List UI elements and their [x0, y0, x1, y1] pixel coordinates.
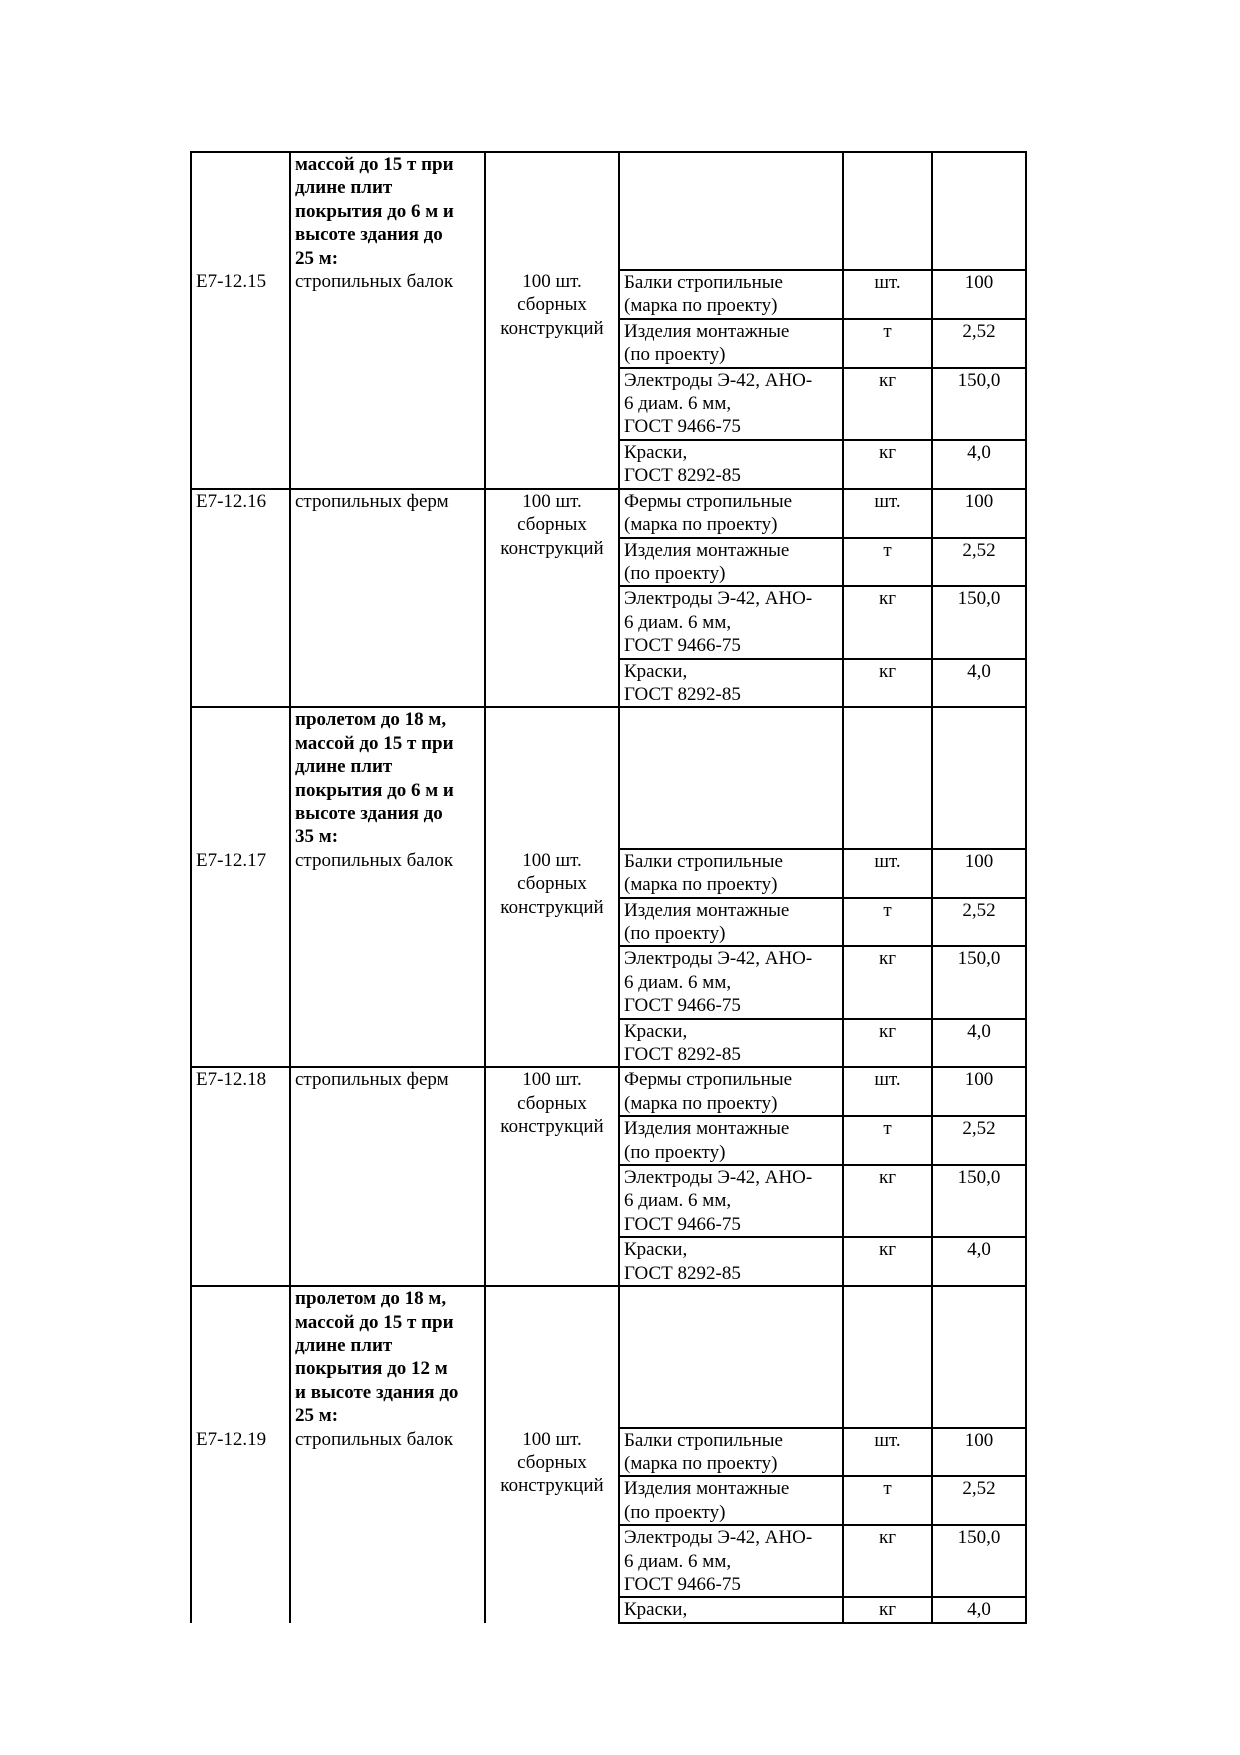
material-unit: кг — [843, 1525, 932, 1597]
norm-unit: 100 шт. сборных конструкций — [485, 849, 619, 1068]
material-qty: 150,0 — [932, 1525, 1026, 1597]
material-name: Электроды Э-42, АНО- 6 диам. 6 мм, ГОСТ 9466-75 — [619, 1525, 843, 1597]
material-qty: 150,0 — [932, 586, 1026, 658]
work-name: стропильных балок — [290, 1428, 485, 1477]
material-unit: т — [843, 319, 932, 368]
material-name: Краски, ГОСТ 8292-85 — [619, 1019, 843, 1068]
table-row — [191, 1067, 1026, 1116]
material-name: Изделия монтажные (по проекту) — [619, 1116, 843, 1165]
material-name: Электроды Э-42, АНО- 6 диам. 6 мм, ГОСТ 9466-75 — [619, 368, 843, 440]
section-header: пролетом до 18 м, массой до 15 т при длине плит покрытия до 12 м и высоте здания до 25 м: — [290, 1286, 485, 1427]
norm-unit: 100 шт. сборных конструкций — [485, 1428, 619, 1623]
material-unit: шт. — [843, 1067, 932, 1116]
material-name: Балки стропильные (марка по проекту) — [619, 1428, 843, 1477]
norm-code: Е7-12.16 — [191, 489, 290, 538]
material-qty: 4,0 — [932, 440, 1026, 489]
material-name: Изделия монтажные (по проекту) — [619, 898, 843, 947]
table-row — [191, 270, 1026, 319]
material-name: Балки стропильные (марка по проекту) — [619, 270, 843, 319]
material-unit: кг — [843, 368, 932, 440]
work-name: стропильных балок — [290, 849, 485, 898]
section-header-row — [191, 707, 1026, 848]
material-unit: кг — [843, 586, 932, 658]
material-qty: 150,0 — [932, 946, 1026, 1018]
work-name: стропильных ферм — [290, 1067, 485, 1116]
work-name: стропильных ферм — [290, 489, 485, 538]
material-unit: кг — [843, 1019, 932, 1068]
material-qty: 150,0 — [932, 1165, 1026, 1237]
material-name: Балки стропильные (марка по проекту) — [619, 849, 843, 898]
material-name: Краски, — [619, 1597, 843, 1622]
material-qty: 2,52 — [932, 319, 1026, 368]
material-unit: шт. — [843, 489, 932, 538]
material-unit: кг — [843, 440, 932, 489]
material-unit: кг — [843, 659, 932, 708]
norm-unit: 100 шт. сборных конструкций — [485, 270, 619, 489]
section-header-row — [191, 1286, 1026, 1427]
table-row — [191, 1428, 1026, 1477]
norm-code: Е7-12.15 — [191, 270, 290, 319]
material-unit: шт. — [843, 849, 932, 898]
material-name: Электроды Э-42, АНО- 6 диам. 6 мм, ГОСТ 9466-75 — [619, 1165, 843, 1237]
material-qty: 4,0 — [932, 1597, 1026, 1622]
norms-table — [190, 151, 1027, 1624]
material-qty: 100 — [932, 1067, 1026, 1116]
material-unit: т — [843, 898, 932, 947]
material-qty: 2,52 — [932, 1476, 1026, 1525]
material-unit: кг — [843, 946, 932, 1018]
section-header-row — [191, 152, 1026, 270]
table-row — [191, 849, 1026, 898]
material-qty: 100 — [932, 270, 1026, 319]
section-header: пролетом до 18 м, массой до 15 т при длине плит покрытия до 6 м и высоте здания до 35 м: — [290, 707, 485, 848]
material-unit: шт. — [843, 1428, 932, 1477]
material-name: Изделия монтажные (по проекту) — [619, 538, 843, 587]
material-name: Электроды Э-42, АНО- 6 диам. 6 мм, ГОСТ 9466-75 — [619, 946, 843, 1018]
norm-unit: 100 шт. сборных конструкций — [485, 489, 619, 708]
material-qty: 2,52 — [932, 538, 1026, 587]
material-name: Изделия монтажные (по проекту) — [619, 1476, 843, 1525]
table-row — [191, 489, 1026, 538]
material-name: Фермы стропильные (марка по проекту) — [619, 489, 843, 538]
material-qty: 4,0 — [932, 1019, 1026, 1068]
norm-code: Е7-12.18 — [191, 1067, 290, 1116]
material-qty: 100 — [932, 489, 1026, 538]
material-qty: 150,0 — [932, 368, 1026, 440]
material-name: Фермы стропильные (марка по проекту) — [619, 1067, 843, 1116]
material-unit: т — [843, 538, 932, 587]
material-qty: 4,0 — [932, 1237, 1026, 1286]
material-name: Краски, ГОСТ 8292-85 — [619, 1237, 843, 1286]
material-qty: 2,52 — [932, 1116, 1026, 1165]
material-name: Изделия монтажные (по проекту) — [619, 319, 843, 368]
work-name: стропильных балок — [290, 270, 485, 319]
material-name: Краски, ГОСТ 8292-85 — [619, 440, 843, 489]
material-unit: кг — [843, 1237, 932, 1286]
section-header: массой до 15 т при длине плит покрытия до 6 м и высоте здания до 25 м: — [290, 152, 485, 270]
norm-code: Е7-12.17 — [191, 849, 290, 898]
material-qty: 100 — [932, 849, 1026, 898]
material-name: Электроды Э-42, АНО- 6 диам. 6 мм, ГОСТ 9466-75 — [619, 586, 843, 658]
material-qty: 100 — [932, 1428, 1026, 1477]
material-unit: шт. — [843, 270, 932, 319]
norm-unit: 100 шт. сборных конструкций — [485, 1067, 619, 1286]
material-name: Краски, ГОСТ 8292-85 — [619, 659, 843, 708]
material-unit: т — [843, 1476, 932, 1525]
material-qty: 4,0 — [932, 659, 1026, 708]
material-qty: 2,52 — [932, 898, 1026, 947]
material-unit: т — [843, 1116, 932, 1165]
norm-code: Е7-12.19 — [191, 1428, 290, 1477]
material-unit: кг — [843, 1165, 932, 1237]
material-unit: кг — [843, 1597, 932, 1622]
